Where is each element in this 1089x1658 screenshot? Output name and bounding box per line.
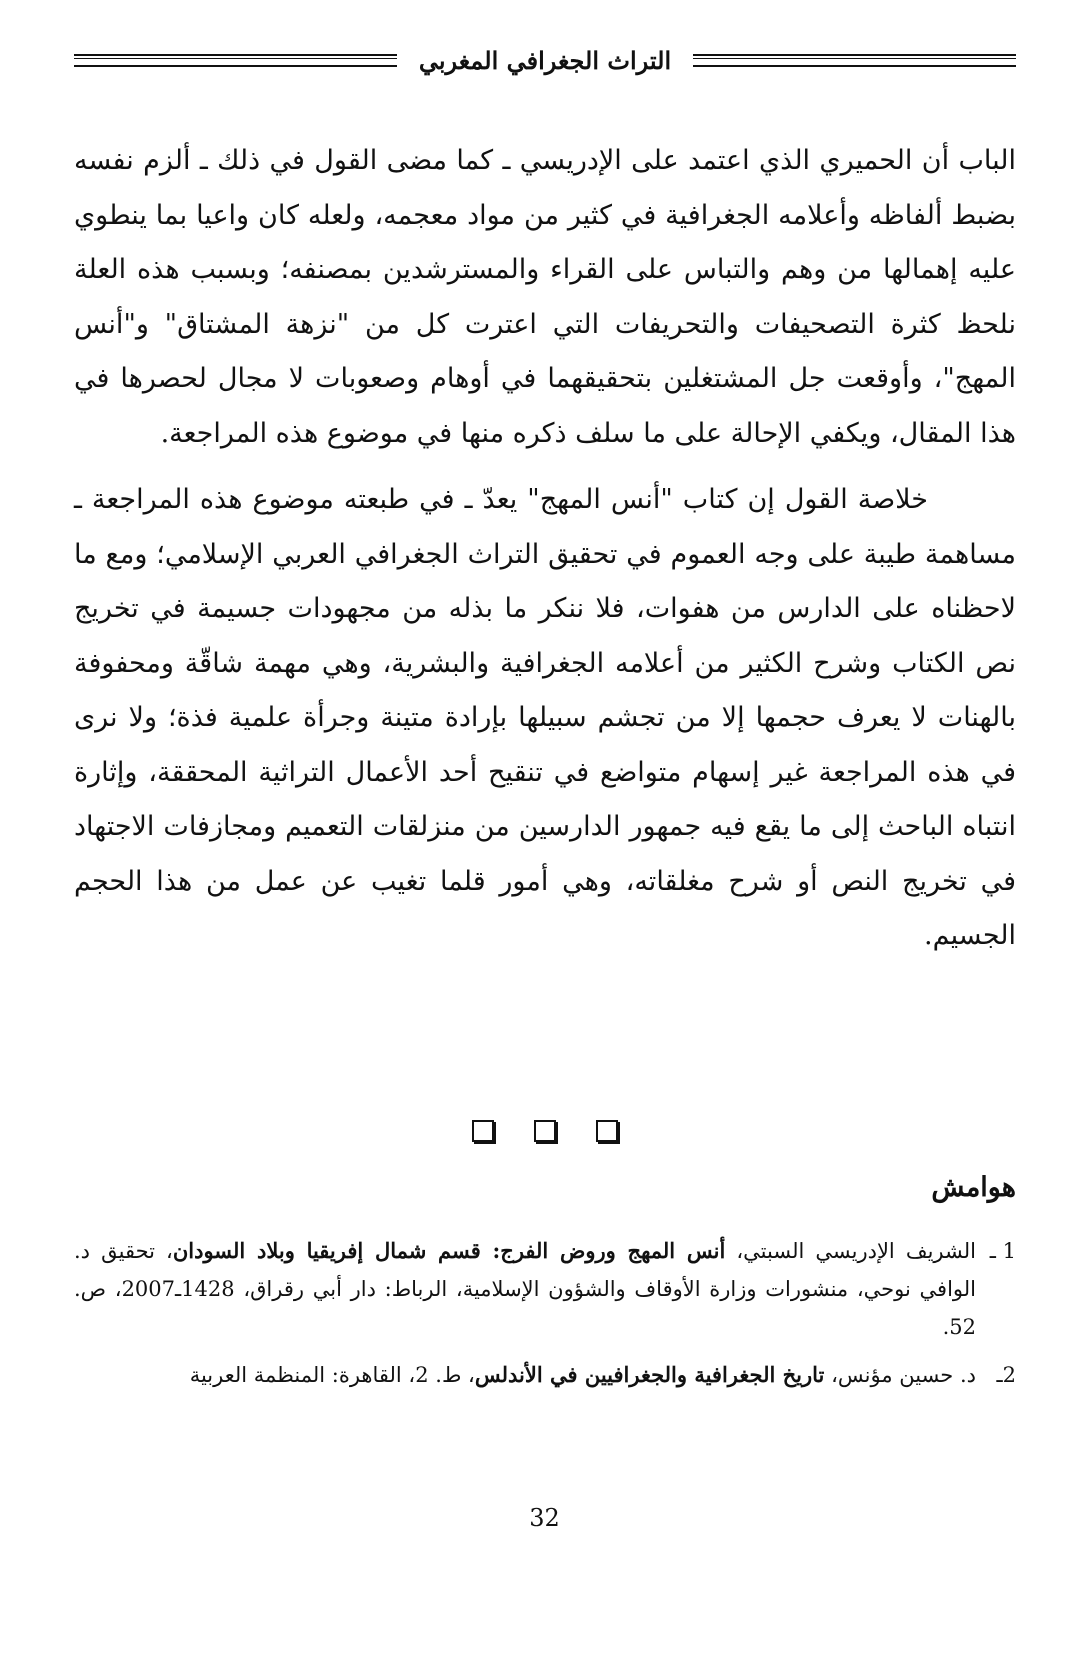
footnote-number: 1 ـ — [989, 1239, 1016, 1263]
section-separator — [0, 1120, 1089, 1142]
header-rule-left — [74, 54, 397, 67]
footnote-1 — [74, 1232, 1016, 1346]
page-number: 32 — [529, 1504, 560, 1532]
notes-heading: هوامش — [931, 1172, 1016, 1203]
footnote-2 — [74, 1356, 1016, 1394]
footnote-details: ، تحقيق د. الوافي نوحي، منشورات وزارة الأوقاف والشؤون الإسلامية، الرباط: دار أبي رقراق، 1428ـ2007، ص. 52. — [74, 1239, 976, 1339]
footnotes — [74, 1232, 1016, 1404]
paragraph-1: الباب أن الحميري الذي اعتمد على الإدريسي ـ كما مضى القول في ذلك ـ ألزم نفسه بضبط ألفاظه وأعلامه الجغرافية في كثير من مواد معجمه، ولعله كان واعيا بما ينطوي عليه إهمالها من وهم والتباس على القراء والمسترشدين بمصنفه؛ وبسبب هذه العلة نلحظ كثرة التصحيفات والتحريفات التي اعترت كل من "نزهة المشتاق" و"أنس المهج"، وأوقعت جل المشتغلين بتحقيقهما في أوهام وصعوبات لا مجال لحصرها في هذا المقال، ويكفي الإحالة على ما سلف ذكره منها في موضوع هذه المراجعة. — [74, 145, 1016, 449]
header-rule-right — [693, 54, 1016, 67]
footnote-book-title: تاريخ الجغرافية والجغرافيين في الأندلس — [474, 1362, 825, 1387]
header-title: التراث الجغرافي المغربي — [418, 45, 672, 75]
running-header — [74, 40, 1016, 80]
separator-box-icon — [472, 1120, 494, 1142]
footnote-details: ، ط. 2، القاهرة: المنظمة العربية — [189, 1363, 475, 1387]
footnote-number: 2ـ — [996, 1363, 1016, 1387]
body-text — [74, 134, 1016, 964]
separator-box-icon — [596, 1120, 618, 1142]
footnote-author: د. حسين مؤنس، — [824, 1363, 976, 1387]
footnote-author: الشريف الإدريسي السبتي، — [725, 1239, 976, 1263]
separator-box-icon — [534, 1120, 556, 1142]
footnote-book-title: أنس المهج وروض الفرج: قسم شمال إفريقيا وبلاد السودان — [172, 1238, 726, 1263]
paragraph-2: خلاصة القول إن كتاب "أنس المهج" يعدّ ـ في طبعته موضوع هذه المراجعة ـ مساهمة طيبة على وجه العموم في تحقيق التراث الجغرافي العربي الإسلامي؛ ومع ما لاحظناه على الدارس من هفوات، فلا ننكر ما بذله من مجهودات جسيمة في تخريج نص الكتاب وشرح الكثير من أعلامه الجغرافية والبشرية، وهي مهمة شاقّة ومحفوفة بالهنات لا يعرف حجمها إلا من تجشم سبيلها بإرادة متينة وجرأة علمية فذة؛ ولا نرى في هذه المراجعة غير إسهام متواضع في تنقيح أحد الأعمال التراثية المحققة، وإثارة انتباه الباحث إلى ما يقع فيه جمهور الدارسين من منزلقات التعميم ومجازفات الاجتهاد في تخريج النص أو شرح مغلقاته، وهي أمور قلما تغيب عن عمل من هذا الحجم الجسيم. — [74, 484, 1016, 951]
